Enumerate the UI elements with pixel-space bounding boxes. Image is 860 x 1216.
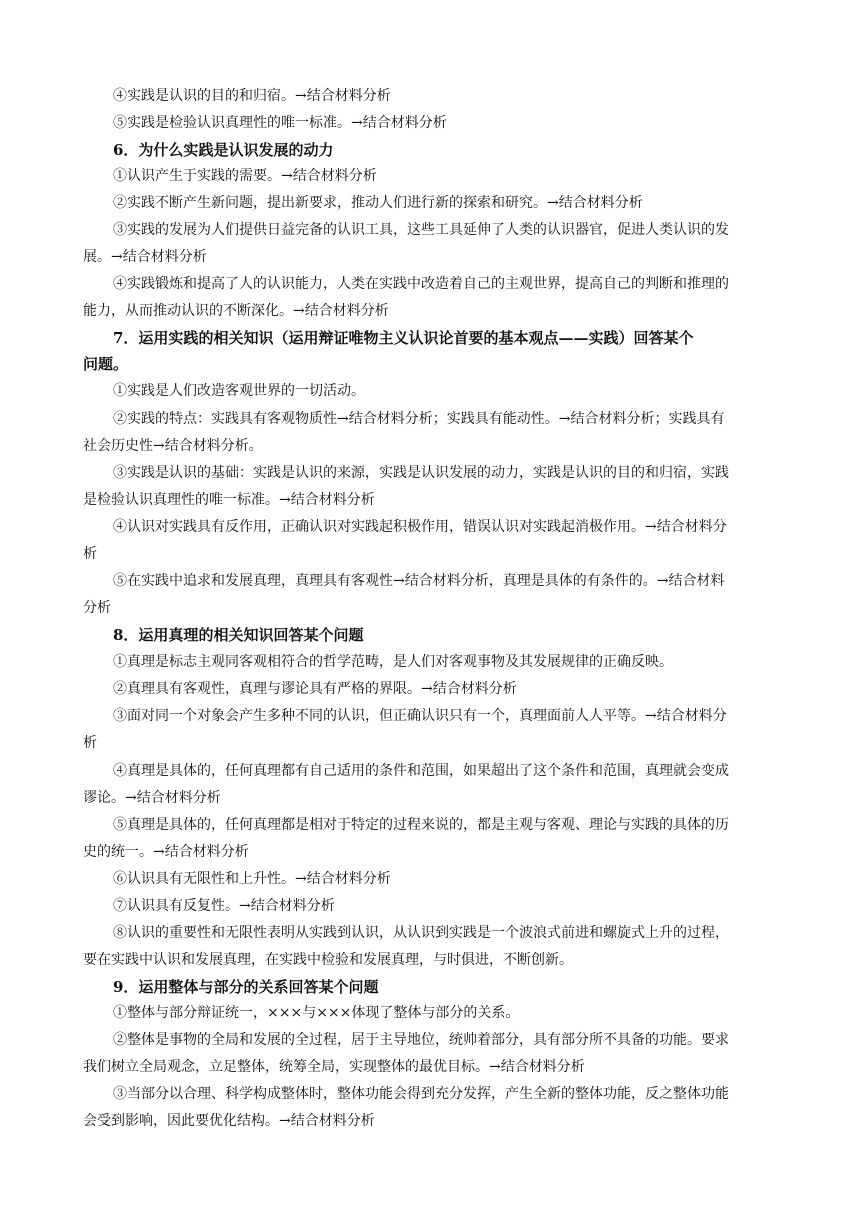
text-line: ④认识对实践具有反作用，正确认识对实践起积极作用，错误认识对实践起消极作用。→结合材料分	[113, 519, 727, 535]
text-line: ⑦认识具有反复性。→结合材料分析	[113, 898, 335, 914]
text-line: ④实践是认识的目的和归宿。→结合材料分析	[113, 88, 391, 104]
text-line: ⑤在实践中追求和发展真理，真理具有客观性→结合材料分析，真理是具体的有条件的。→结合材料	[113, 573, 725, 589]
section-heading: 8．运用真理的相关知识回答某个问题	[113, 626, 364, 644]
text-line: ①整体与部分辩证统一，×××与×××体现了整体与部分的关系。	[113, 1005, 520, 1021]
text-line: ②真理具有客观性，真理与谬论具有严格的界限。→结合材料分析	[113, 681, 517, 697]
text-line: ⑧认识的重要性和无限性表明从实践到认识，从认识到实践是一个波浪式前进和螺旋式上升的过程，	[113, 925, 729, 941]
text-line: ④真理是具体的，任何真理都有自己适用的条件和范围，如果超出了这个条件和范围，真理就会变成	[113, 763, 729, 779]
text-line: 析	[83, 546, 97, 562]
text-line: ③实践的发展为人们提供日益完备的认识工具，这些工具延伸了人类的认识器官，促进人类认识的发	[113, 222, 729, 238]
text-line: 能力，从而推动认识的不断深化。→结合材料分析	[83, 303, 389, 319]
text-line: ③面对同一个对象会产生多种不同的认识，但正确认识只有一个，真理面前人人平等。→结合材料分	[113, 708, 727, 724]
text-line: 展。→结合材料分析	[83, 249, 207, 265]
text-line: 社会历史性→结合材料分析。	[83, 438, 263, 454]
text-line: ⑤真理是具体的，任何真理都是相对于特定的过程来说的，都是主观与客观、理论与实践的具体的历	[113, 817, 729, 833]
text-line: 要在实践中认识和发展真理，在实践中检验和发展真理，与时俱进，不断创新。	[83, 952, 573, 968]
text-line: 史的统一。→结合材料分析	[83, 844, 249, 860]
text-line: 析	[83, 735, 97, 751]
text-line: ①认识产生于实践的需要。→结合材料分析	[113, 168, 377, 184]
text-line: 我们树立全局观念，立足整体，统筹全局，实现整体的最优目标。→结合材料分析	[83, 1059, 585, 1075]
section-heading-cont: 问题。	[83, 355, 129, 373]
text-line: 是检验认识真理性的唯一标准。→结合材料分析	[83, 492, 375, 508]
text-line: ③当部分以合理、科学构成整体时，整体功能会得到充分发挥，产生全新的整体功能，反之整体功能	[113, 1086, 729, 1102]
text-line: ②实践的特点：实践具有客观物质性→结合材料分析；实践具有能动性。→结合材料分析；实践具有	[113, 411, 725, 427]
text-line: 会受到影响，因此要优化结构。→结合材料分析	[83, 1113, 375, 1129]
text-line: ⑤实践是检验认识真理性的唯一标准。→结合材料分析	[113, 115, 447, 131]
section-heading: 7．运用实践的相关知识（运用辩证唯物主义认识论首要的基本观点——实践）回答某个	[113, 329, 694, 347]
text-line: ⑥认识具有无限性和上升性。→结合材料分析	[113, 871, 391, 887]
text-line: ①真理是标志主观同客观相符合的哲学范畴，是人们对客观事物及其发展规律的正确反映。	[113, 654, 673, 670]
text-line: 分析	[83, 600, 111, 616]
text-line: ②整体是事物的全局和发展的全过程，居于主导地位，统帅着部分，具有部分所不具备的功能。要求	[113, 1032, 729, 1048]
text-line: ①实践是人们改造客观世界的一切活动。	[113, 383, 365, 399]
text-line: ③实践是认识的基础：实践是认识的来源，实践是认识发展的动力，实践是认识的目的和归宿，实践	[113, 465, 729, 481]
text-line: ②实践不断产生新问题，提出新要求，推动人们进行新的探索和研究。→结合材料分析	[113, 195, 643, 211]
section-heading: 6．为什么实践是认识发展的动力	[113, 141, 334, 159]
text-line: ④实践锻炼和提高了人的认识能力，人类在实践中改造着自己的主观世界，提高自己的判断和推理的	[113, 276, 729, 292]
text-line: 谬论。→结合材料分析	[83, 790, 221, 806]
section-heading: 9．运用整体与部分的关系回答某个问题	[113, 978, 379, 996]
